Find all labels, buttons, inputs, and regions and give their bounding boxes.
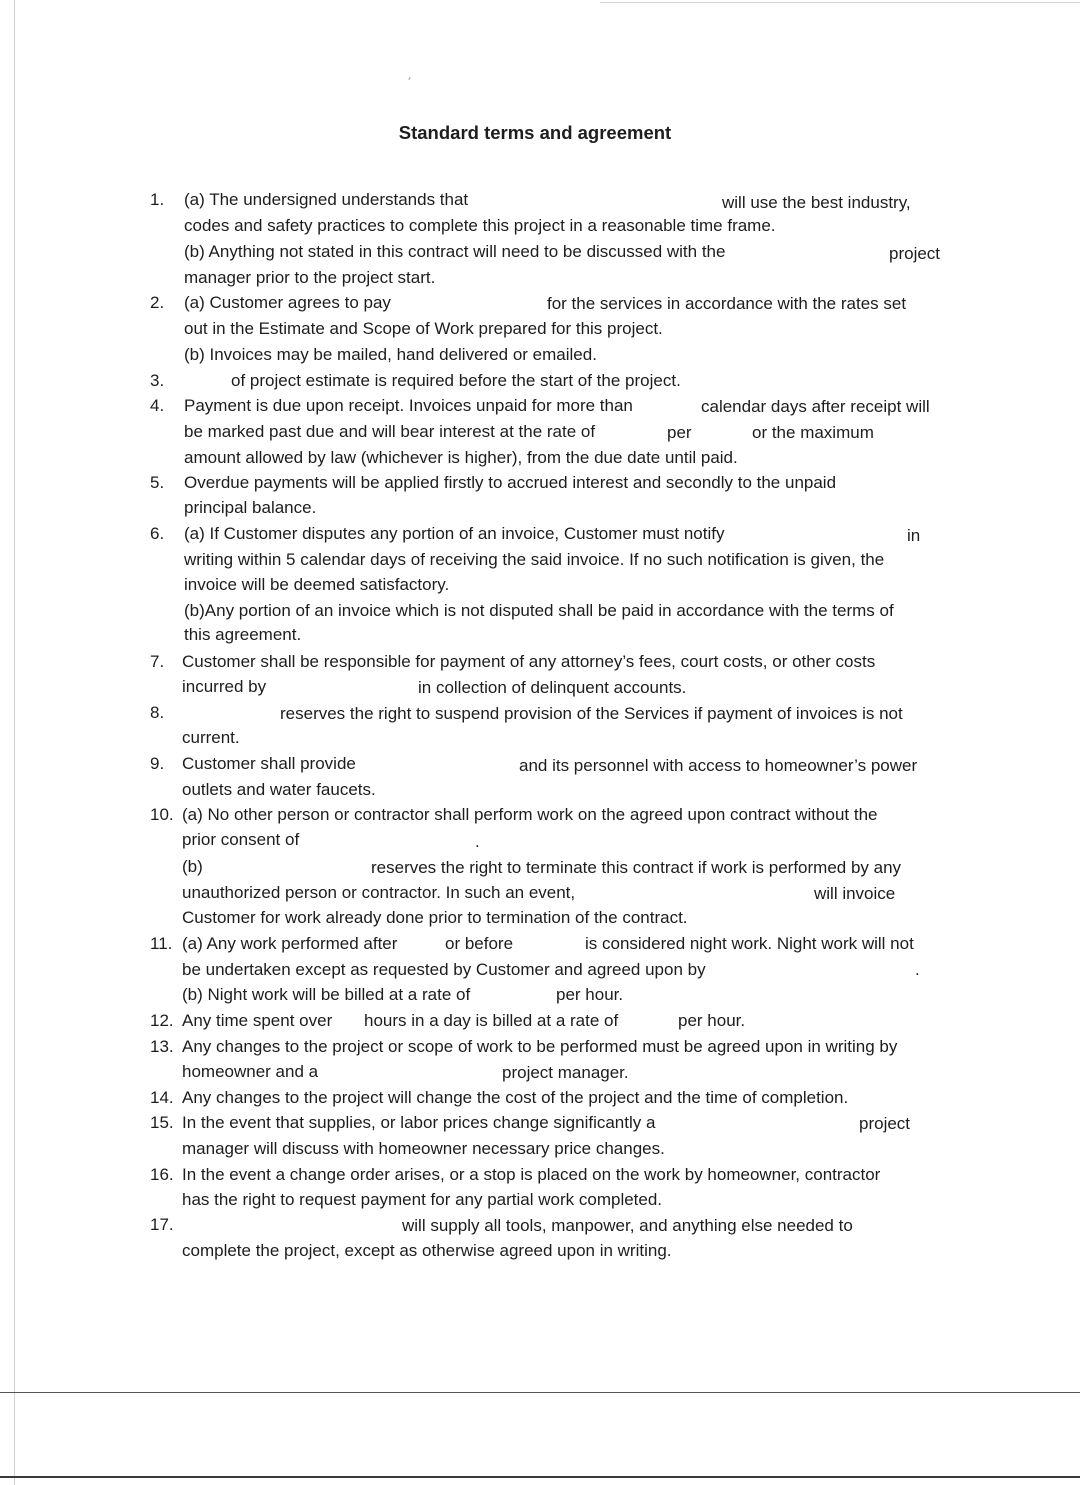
item-10-line: Customer for work already done prior to termination of the contract. xyxy=(182,908,688,927)
item-16-line: has the right to request payment for any partial work completed. xyxy=(182,1190,663,1209)
item-14-line: Any changes to the project will change the cost of the project and the time of completion. xyxy=(182,1088,849,1107)
item-6-line: (b)Any portion of an invoice which is not disputed shall be paid in accordance with the terms of xyxy=(184,601,894,620)
item-number: 15. xyxy=(150,1113,174,1132)
item-8-line: current. xyxy=(182,728,240,747)
item-6-line: invoice will be deemed satisfactory. xyxy=(184,575,450,594)
item-10-line: prior consent of xyxy=(182,830,300,849)
item-13-line: homeowner and a xyxy=(182,1062,319,1081)
item-6-line: in xyxy=(907,526,921,545)
item-9-line: and its personnel with access to homeowner’s power xyxy=(519,756,918,775)
item-number: 3. xyxy=(150,371,165,390)
item-4-line: or the maximum xyxy=(752,423,874,442)
item-number: 10. xyxy=(150,805,174,824)
item-number: 5. xyxy=(150,473,165,492)
item-13-line: Any changes to the project or scope of work to be performed must be agreed upon in writing by xyxy=(182,1037,898,1056)
item-1-line: (b) Anything not stated in this contract will need to be discussed with the xyxy=(184,242,726,261)
item-number: 6. xyxy=(150,524,165,543)
item-16-line: In the event a change order arises, or a stop is placed on the work by homeowner, contractor xyxy=(182,1165,881,1184)
item-2-line: out in the Estimate and Scope of Work prepared for this project. xyxy=(184,319,663,338)
item-number: 2. xyxy=(150,293,165,312)
item-number: 4. xyxy=(150,396,165,415)
item-number: 17. xyxy=(150,1215,174,1234)
item-4-line: per xyxy=(667,423,692,442)
item-9-line: Customer shall provide xyxy=(182,754,356,773)
item-2-line: for the services in accordance with the rates set xyxy=(547,294,907,313)
item-number: 14. xyxy=(150,1088,174,1107)
item-7-line: Customer shall be responsible for payment of any attorney’s fees, court costs, or other costs xyxy=(182,652,876,671)
item-10-line: (b) xyxy=(182,857,203,876)
item-10-line: unauthorized person or contractor. In such an event, xyxy=(182,883,576,902)
item-number: 9. xyxy=(150,754,165,773)
item-5-line: principal balance. xyxy=(184,498,317,517)
item-11-line: or before xyxy=(445,934,514,953)
scan-bottom-edge xyxy=(0,1476,1080,1478)
item-4-line: be marked past due and will bear interest at the rate of xyxy=(184,422,596,441)
item-1-line: codes and safety practices to complete this project in a reasonable time frame. xyxy=(184,216,776,235)
item-1-line: (a) The undersigned understands that xyxy=(184,190,469,209)
item-7-line: incurred by xyxy=(182,677,267,696)
item-11-line: . xyxy=(915,960,920,979)
item-12-line: Any time spent over xyxy=(182,1011,333,1030)
item-number: 7. xyxy=(150,652,165,671)
item-7-line: in collection of delinquent accounts. xyxy=(418,678,687,697)
item-8-line: reserves the right to suspend provision of the Services if payment of invoices is not xyxy=(280,704,903,723)
item-number: 11. xyxy=(150,934,173,953)
item-4-line: Payment is due upon receipt. Invoices unpaid for more than xyxy=(184,396,633,415)
item-17-line: complete the project, except as otherwise agreed upon in writing. xyxy=(182,1241,672,1260)
item-12-line: hours in a day is billed at a rate of xyxy=(364,1011,619,1030)
item-5-line: Overdue payments will be applied firstly to accrued interest and secondly to the unpaid xyxy=(184,473,837,492)
item-3-line: of project estimate is required before the start of the project. xyxy=(231,371,681,390)
item-11-line: (b) Night work will be billed at a rate of xyxy=(182,985,471,1004)
item-2-line: (b) Invoices may be mailed, hand delivered or emailed. xyxy=(184,345,597,364)
item-15-line: project xyxy=(859,1114,911,1133)
page-top-edge xyxy=(600,2,1080,3)
item-4-line: calendar days after receipt will xyxy=(701,397,930,416)
item-number: 8. xyxy=(150,703,165,722)
item-number: 13. xyxy=(150,1037,174,1056)
item-10-line: (a) No other person or contractor shall perform work on the agreed upon contract without the xyxy=(182,805,878,824)
scan-fold-line xyxy=(0,1392,1080,1393)
item-1-line: manager prior to the project start. xyxy=(184,268,436,287)
item-11-line: is considered night work. Night work will not xyxy=(585,934,914,953)
item-6-line: writing within 5 calendar days of receiving the said invoice. If no such notification is given, the xyxy=(184,550,885,569)
item-11-line: per hour. xyxy=(556,985,624,1004)
scan-speck xyxy=(408,77,410,80)
page-left-edge xyxy=(14,0,15,1485)
item-number: 1. xyxy=(150,190,165,209)
item-6-line: (a) If Customer disputes any portion of an invoice, Customer must notify xyxy=(184,524,725,543)
item-number: 16. xyxy=(150,1165,174,1184)
item-12-line: per hour. xyxy=(678,1011,746,1030)
item-11-line: (a) Any work performed after xyxy=(182,934,398,953)
item-15-line: In the event that supplies, or labor prices change significantly a xyxy=(182,1113,656,1132)
item-10-line: will invoice xyxy=(814,884,896,903)
item-10-line: reserves the right to terminate this contract if work is performed by any xyxy=(371,858,902,877)
document-title: Standard terms and agreement xyxy=(398,122,672,143)
item-1-line: project xyxy=(889,244,941,263)
item-2-line: (a) Customer agrees to pay xyxy=(184,293,391,312)
item-6-line: this agreement. xyxy=(184,625,302,644)
item-13-line: project manager. xyxy=(502,1063,629,1082)
item-number: 12. xyxy=(150,1011,174,1030)
item-15-line: manager will discuss with homeowner necessary price changes. xyxy=(182,1139,665,1158)
item-4-line: amount allowed by law (whichever is higher), from the due date until paid. xyxy=(184,448,738,467)
item-9-line: outlets and water faucets. xyxy=(182,780,376,799)
item-17-line: will supply all tools, manpower, and anything else needed to xyxy=(402,1216,853,1235)
item-11-line: be undertaken except as requested by Customer and agreed upon by xyxy=(182,960,706,979)
item-10-line: . xyxy=(475,832,480,851)
item-1-line: will use the best industry, xyxy=(722,193,911,212)
